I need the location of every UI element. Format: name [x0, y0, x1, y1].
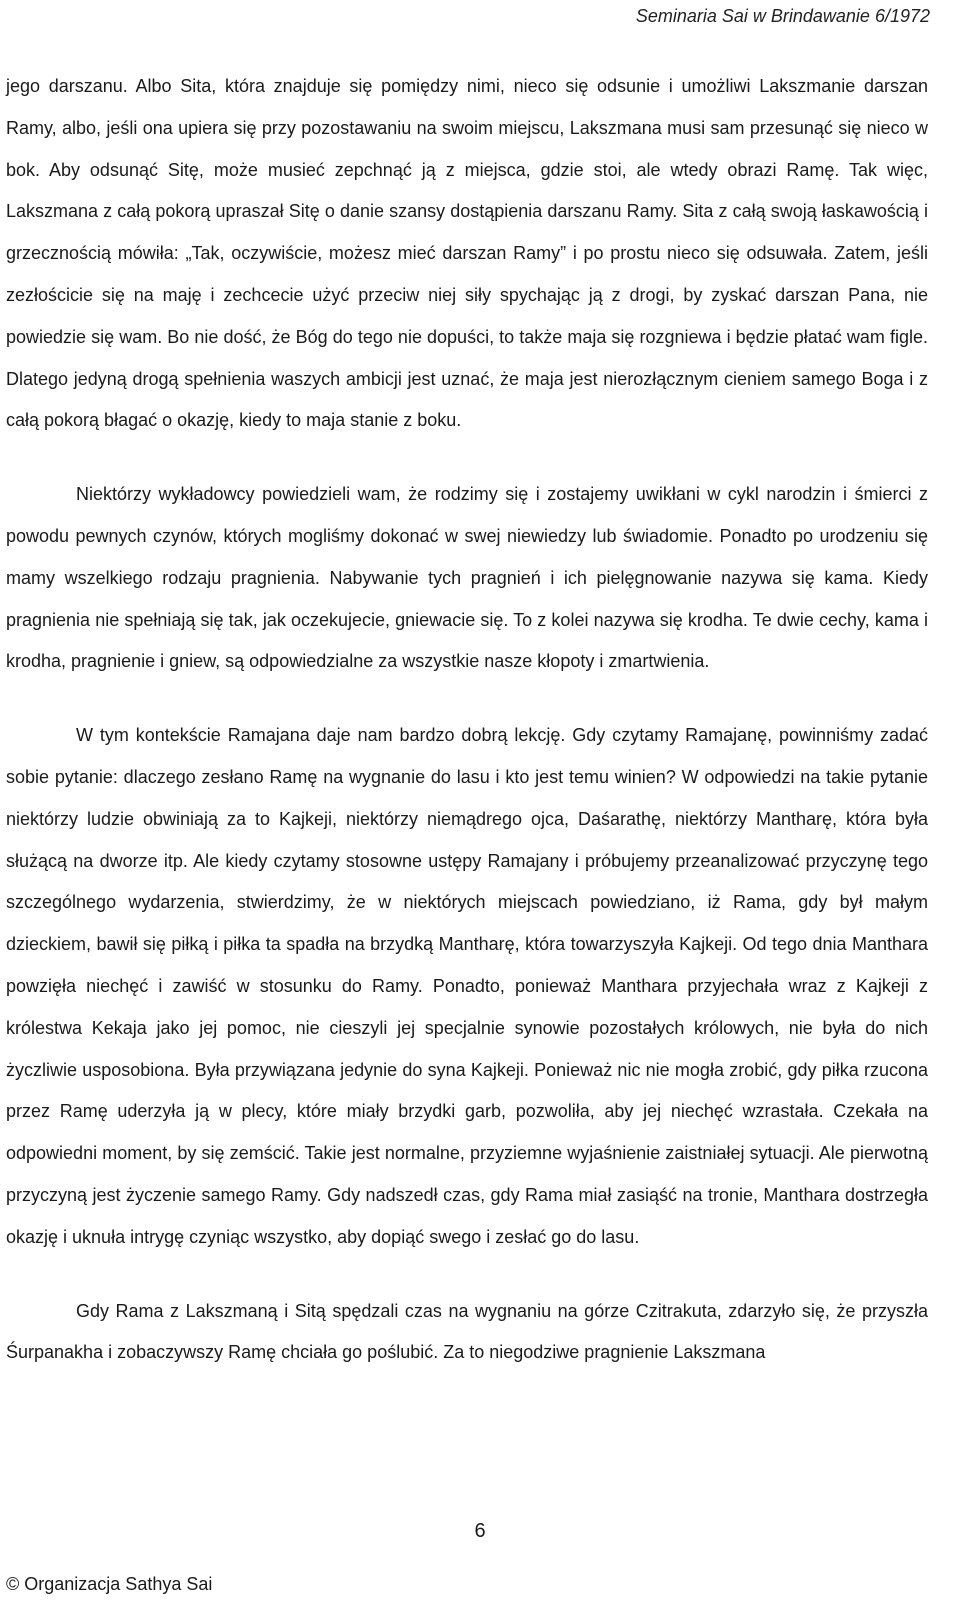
paragraph-1: jego darszanu. Albo Sita, która znajduje się pomiędzy nimi, nieco się odsunie i umożliwi Lakszmanie darszan Ramy, albo, jeśli ona upiera się przy pozostawaniu na swoim miejscu, Lakszmana musi sam przesunąć się nieco w bok. Aby odsunąć Sitę, może musieć zepchnąć ją z miejsca, gdzie stoi, ale wtedy obrazi Ramę. Tak więc, Lakszmana z całą pokorą upraszał Sitę o danie szansy dostąpienia darszanu Ramy. Sita z całą swoją łaskawością i grzecznością mówiła: „Tak, oczywiście, możesz mieć darszan Ramy” i po prostu nieco się odsuwała. Zatem, jeśli zezłościcie się na maję i zechcecie użyć przeciw niej siły spychając ją z drogi, by zyskać darszan Pana, nie powiedzie się wam. Bo nie dość, że Bóg do tego nie dopuści, to także maja się rozgniewa i będzie płatać wam figle. Dlatego jedyną drogą spełnienia waszych ambicji jest uznać, że maja jest nierozłącznym cieniem samego Boga i z całą pokorą błagać o okazję, kiedy to maja stanie z boku.	[6, 76, 928, 431]
running-header: Seminaria Sai w Brindawanie 6/1972	[635, 6, 930, 26]
page-number: 6	[474, 1520, 486, 1542]
paragraph-gap	[6, 683, 928, 715]
paragraph-gap	[6, 442, 928, 474]
footer-copyright: © Organizacja Sathya Sai	[6, 1574, 213, 1594]
page-body	[6, 66, 928, 1374]
paragraph-4: Gdy Rama z Lakszmaną i Sitą spędzali czas na wygnaniu na górze Czitrakuta, zdarzyło się, że przyszła Śurpanakha i zobaczywszy Ramę chciała go poślubić. Za to niegodziwe pragnienie Lakszmana	[6, 1300, 928, 1363]
paragraph-2: Niektórzy wykładowcy powiedzieli wam, że rodzimy się i zostajemy uwikłani w cykl narodzin i śmierci z powodu pewnych czynów, których mogliśmy dokonać w swej niewiedzy lub świadomie. Ponadto po urodzeniu się mamy wszelkiego rodzaju pragnienia. Nabywanie tych pragnień i ich pielęgnowanie nazywa się kama. Kiedy pragnienia nie spełniają się tak, jak oczekujecie, gniewacie się. To z kolei nazywa się krodha. Te dwie cechy, kama i krodha, pragnienie i gniew, są odpowiedzialne za wszystkie nasze kłopoty i zmartwienia.	[6, 484, 928, 672]
paragraph-3: W tym kontekście Ramajana daje nam bardzo dobrą lekcję. Gdy czytamy Ramajanę, powinniśmy zadać sobie pytanie: dlaczego zesłano Ramę na wygnanie do lasu i kto jest temu winien? W odpowiedzi na takie pytanie niektórzy ludzie obwiniają za to Kajkeji, niektórzy niemądrego ojca, Daśarathę, niektórzy Mantharę, która była służącą na dworze itp. Ale kiedy czytamy stosowne ustępy Ramajany i próbujemy przeanalizować przyczynę tego szczególnego wydarzenia, stwierdzimy, że w niektórych miejscach powiedziano, iż Rama, gdy był małym dzieckiem, bawił się piłką i piłka ta spadła na brzydką Mantharę, która towarzyszyła Kajkeji. Od tego dnia Manthara powzięła niechęć i zawiść w stosunku do Ramy. Ponadto, ponieważ Manthara przyjechała wraz z Kajkeji z królestwa Kekaja jako jej pomoc, nie cieszyli jej specjalnie synowie pozostałych królowych, nie była do nich życzliwie usposobiona. Była przywiązana jedynie do syna Kajkeji. Ponieważ nic nie mogła zrobić, gdy piłka rzucona przez Ramę uderzyła ją w plecy, które miały brzydki garb, pozwoliła, aby jej niechęć wzrastała. Czekała na odpowiedni moment, by się zemścić. Takie jest normalne, przyziemne wyjaśnienie zaistniałej sytuacji. Ale pierwotną przyczyną jest życzenie samego Ramy. Gdy nadszedł czas, gdy Rama miał zasiąść na tronie, Manthara dostrzegła okazję i uknuła intrygę czyniąc wszystko, aby dopiąć swego i zesłać go do lasu.	[6, 725, 928, 1247]
paragraph-gap	[6, 1259, 928, 1291]
